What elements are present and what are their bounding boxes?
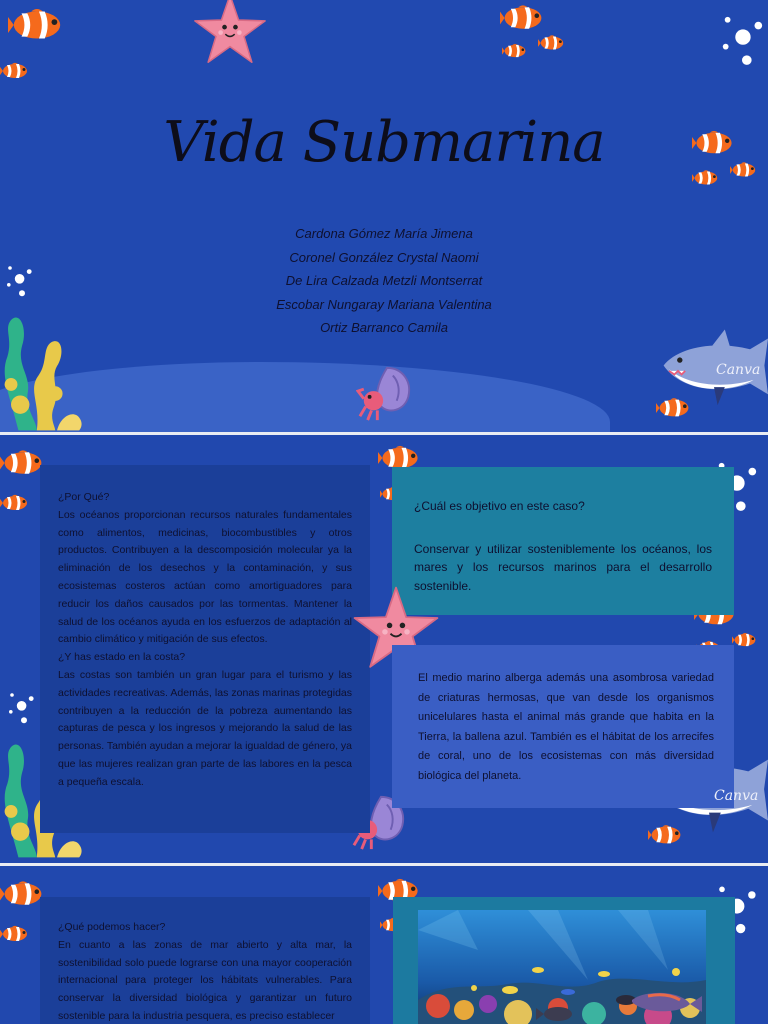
clownfish-icon — [0, 922, 30, 946]
marine-environment-section — [392, 645, 734, 808]
clownfish-icon — [0, 58, 30, 84]
why-section — [40, 465, 370, 833]
clownfish-icon — [732, 631, 758, 649]
section-paragraph: Las costas son también un gran lugar para el turismo y las actividades recreativas. Además, las zonas marinas protegidas contribuyen a la reducción de la pobreza aumentando las capturas de pesca y los ingresos y mejorando la salud de las personas. También ayudan a mejorar la igualdad de género, ya que las mujeres realizan gran parte de las labores en la pesca a pequeña escala. — [58, 668, 352, 788]
coral-reef-image — [418, 910, 706, 1024]
clownfish-icon — [648, 823, 684, 847]
section-paragraph: En cuanto a las zonas de mar abierto y alta mar, la sostenibilidad solo puede lograrse con una mayor cooperación internacional para proteger los hábitats vulnerables. Para conservar la diversidad biológica y garantizar un futuro sostenible para la industria pesquera, es preciso establecer — [58, 938, 352, 1022]
author-list — [0, 222, 768, 340]
hermit-crab-icon — [356, 364, 418, 422]
clownfish-icon — [656, 396, 692, 420]
objective-answer: Conservar y utilizar sosteniblemente los océanos, los mares y los recursos marinos para el desarrollo sostenible. — [414, 541, 712, 593]
shark-watermark: Canva — [714, 788, 759, 804]
author-name: Cardona Gómez María Jimena — [295, 226, 473, 241]
section-heading: ¿Por Qué? — [58, 491, 110, 503]
author-name: Coronel González Crystal Naomi — [289, 249, 479, 265]
what-can-we-do-section — [40, 897, 370, 1024]
page-title: Vida Submarina — [163, 110, 605, 175]
author-name: Escobar Nungaray Mariana Valentina — [276, 296, 492, 312]
clownfish-icon — [8, 8, 66, 42]
author-name: Ortiz Barranco Camila — [320, 320, 448, 335]
coral-reef-photo — [418, 910, 706, 1024]
clownfish-icon — [0, 491, 30, 515]
objective-question: ¿Cuál es objetivo en este caso? — [414, 499, 585, 513]
clownfish-icon — [538, 34, 566, 52]
shark-watermark: Canva — [716, 362, 761, 378]
clownfish-icon — [500, 4, 546, 32]
bubbles-icon — [718, 8, 766, 70]
section-paragraph: Los océanos proporcionan recursos naturales fundamentales como alimentos, medicinas, biocombustibles y otros productos. Contribuyen a la descomposición molecular ya la eliminación de los desechos y la contaminación, y sus ecosistemas costeros actúan como amortiguadores para reducir los daños causados por las tormentas. Mantener la salud de los océanos ayuda en los esfuerzos de adaptación al cambio climático y mitigación de sus efectos. — [58, 508, 352, 646]
author-name: De Lira Calzada Metzli Montserrat — [285, 273, 483, 288]
clownfish-icon — [502, 42, 528, 60]
bubbles-icon — [6, 689, 36, 725]
starfish-icon — [182, 0, 278, 70]
section-paragraph: El medio marino alberga además una asombrosa variedad de criaturas hermosas, que van desde los organismos unicelulares hasta el animal más grande que habita en la Tierra, la ballena azul. También es el hábitat de los arrecifes de coral, uno de los ecosistemas con más diversidad biológica del planeta. — [418, 672, 714, 782]
title-slide — [0, 0, 768, 432]
section-heading: ¿Y has estado en la costa? — [58, 651, 186, 664]
section-heading: ¿Qué podemos hacer? — [58, 921, 166, 933]
objective-section — [392, 467, 734, 615]
